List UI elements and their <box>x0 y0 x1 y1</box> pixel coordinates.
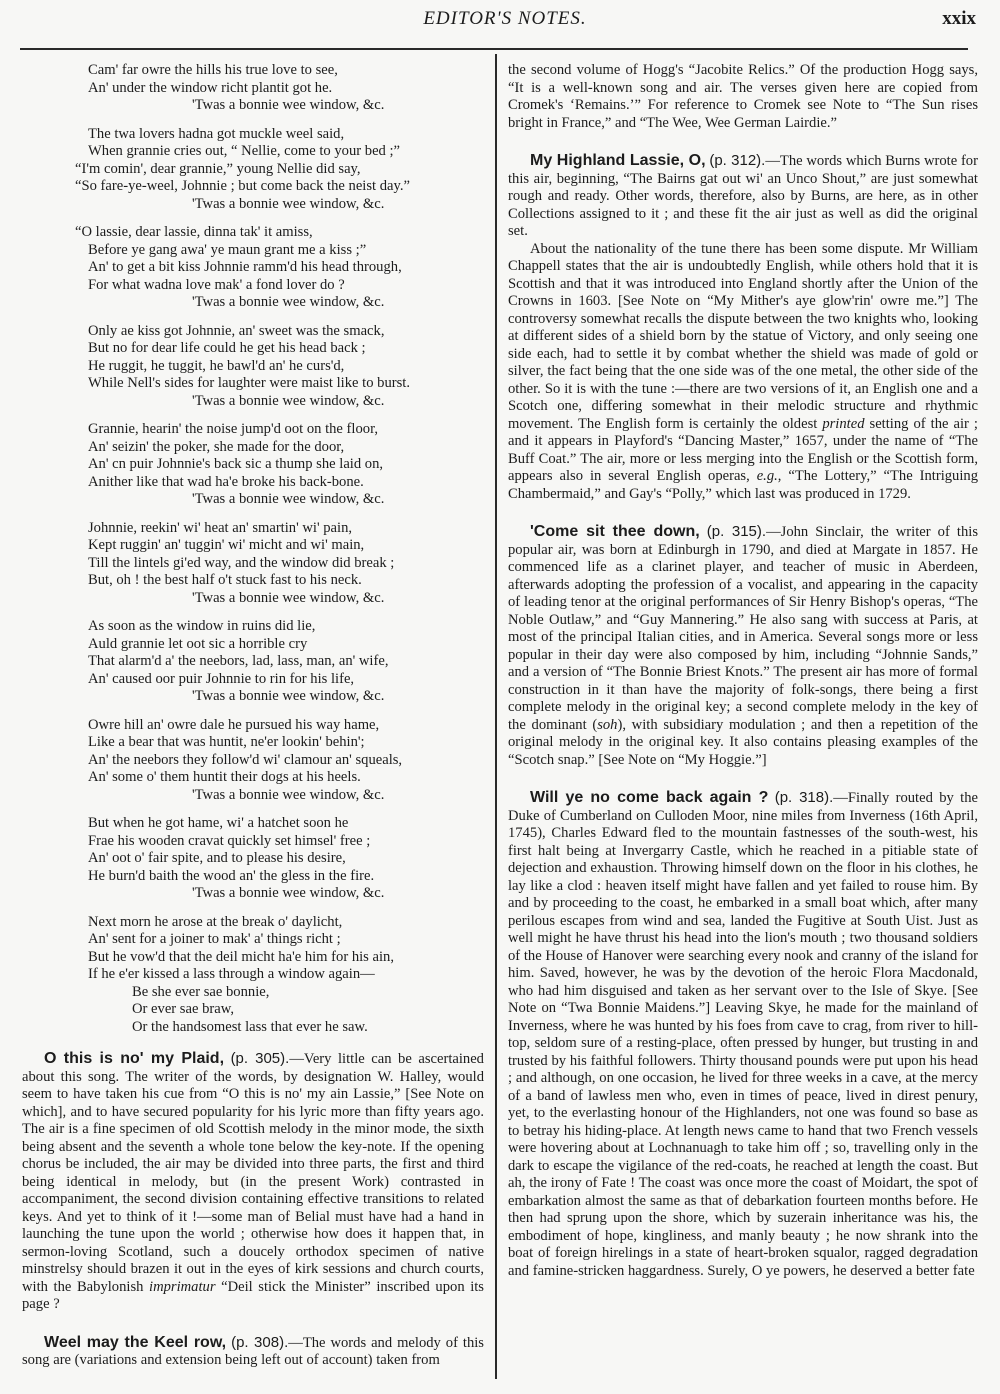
poem-refrain: 'Twas a bonnie wee window, &c. <box>192 97 385 113</box>
poem-refrain: 'Twas a bonnie wee window, &c. <box>192 294 385 310</box>
poem-line: Anither like that wad ha'e broke his back-bone. <box>88 473 364 490</box>
page-ref: (p. 308). <box>231 1333 289 1351</box>
poem-line: Only ae kiss got Johnnie, an' sweet was the smack, <box>88 322 385 339</box>
note-body: —Finally routed by the Duke of Cumberland on Culloden Moor, nine miles from Inverness (16th April, 1745), Charles Edward fled to the mountain fastnesses of the south-west, his first halt being at Invergarry Castle, which he reached in a pitiable state of dejection and exhaustion. Throwing himself down on the floor in his clothes, he lay like a clod : heaven itself might have fallen and yet failed to rouse him. By and by proceeding to the coast, he embarked in a small boat which, after many perilous escapes from wind and sea, landed the Fugitive at South Uist. Just as well might he have thrust his head into the lion's mouth ; two thousand soldiers of the House of Hanover were searching every nook and cranny of the island for him. Saved, however, he was by the devotion of the heroic Flora Macdonald, who had him disguised and taken as her servant over to the Isle of Skye. [See Note on “Twa Bonnie Maidens.”] Leaving Skye, he made for the mainland of Inverness, where he was hunted by his foes from cave to crag, from river to hill-top, seldom sure of a resting-place, often pressed by hunger, but trusting in and trusted by his faithful followers. Thirty thousand pounds were put upon his head ; and although, on one occasion, he lived for three weeks in a cave, at the mercy of a band of lawless men who, even in times of peace, lived in direst penury, yet, to the everlasting honour of the Highlanders, not one was found so base as to betray his hiding-place. At length news came to hand that two French vessels were hovering about at Lochnanuagh to take him off ; so, travelling only in the dark to escape the vigilance of the red-coats, he reached at length the coast. But ah, the irony of Fate ! The coast was once more the coast of Moidart, the spot of embarkation almost the same as that of debarkation fourteen months before. He then had sprung upon the shore, which by suzerain inheritance was his, the embodiment of hope, kingliness, and manly beauty ; he now shrank into the boat of foreign hirelings in a state of heart-broken squalor, ragged degradation and famine-stricken haggardness. Surely, O ye powers, he deserved a better fate <box>508 790 978 1279</box>
poem-refrain: 'Twas a bonnie wee window, &c. <box>192 885 385 901</box>
note-body: the second volume of Hogg's “Jacobite Relics.” Of the production Hogg says, “It is a well-known song and air. The verses given here are copied from Cromek's ‘Remains.’” For reference to Cromek see Note to “The Sun rises bright in France,” and “The Wee, Wee German Lairdie.” <box>508 62 978 131</box>
note-will-ye <box>508 789 978 1280</box>
poem-refrain: 'Twas a bonnie wee window, &c. <box>192 491 385 507</box>
poem-stanza <box>22 815 484 903</box>
poem-refrain: 'Twas a bonnie wee window, &c. <box>192 786 385 803</box>
poem-line: For what wadna love mak' a fond lover do ? <box>88 276 345 293</box>
poem-line: An' seizin' the poker, she made for the door, <box>88 438 345 455</box>
poem-line: Owre hill an' owre dale he pursued his way hame, <box>88 716 380 733</box>
poem-line: An' sent for a joiner to mak' a' things richt ; <box>88 931 341 947</box>
note-body: —Very little can be ascertained about this song. The writer of the words, by designation W. Halley, would seem to have taken his cue from “O this is no' my ain Lassie,” [See Note on which], and to have secured popularity for his lyric more than fifty years ago. The air is a fine specimen of old Scottish melody in the minor mode, the sixth being absent and the seventh a whole tone below the key-note. If the opening chorus be included, the air may be divided into three parts, the first and third being identical in melody, but (in the present Work) contrasted in accompaniment, the second division containing effective transitions to related keys. And yet to think of it !—some man of Belial must have had a hand in launching the tune upon the world ; otherwise how does it happen that, in sermon-loving Scotland, such a doucely orthodox specimen of native minstrelsy should brazen it out in the eyes of kirk sessions and church courts, with the Babylonish <box>22 1051 484 1295</box>
note-heading: Weel may the Keel row, <box>44 1333 227 1351</box>
poem-line: Cam' far owre the hills his true love to see, <box>88 62 338 78</box>
poem-line: But when he got hame, wi' a hatchet soon he <box>88 815 349 831</box>
poem-line: “O lassie, dear lassie, dinna tak' it amiss, <box>75 224 313 240</box>
note-body: “Deil stick the Minister” inscribed upon its page ? <box>22 1278 484 1312</box>
poem-stanza <box>22 224 484 312</box>
note-come-sit <box>508 523 978 769</box>
poem-line: An' cn puir Johnnie's back sic a thump she laid on, <box>88 456 384 472</box>
poem-line: Be she ever sae bonnie, <box>132 983 270 1000</box>
poem-line: An' some o' them huntit their dogs at his heels. <box>88 769 361 785</box>
note-body: About the nationality of the tune there has been some dispute. Mr William Chappell states that the air is undoubtedly English, while others hold that it is Scottish and that it was introduced into England shortly after the Union of the Crowns in 1603. [See Note on “My Mither's aye glow'rin' owre me.”] The controversy somewhat recalls the dispute between the two knights who, looking at different sides of a shield born by the statue of Victory, and only seeing one side each, had to settle it by combat whether the shield was made of gold or silver, the fact being that the one side was of the one metal, the other side of the other. So it is with the tune :—there are two versions of it, an English one and a Scotch one, differing somewhat in their melodic structure and rhythmic movement. The English form is certainly the oldest <box>508 240 978 432</box>
note-body: —The words and melody of this song are (variations and extension being left out of account) taken from <box>22 1334 484 1368</box>
poem-line: An' to get a bit kiss Johnnie ramm'd his head through, <box>88 259 402 275</box>
poem-line: Grannie, hearin' the noise jump'd oot on the floor, <box>88 421 378 437</box>
poem-stanza <box>22 323 484 411</box>
poem-line: Like a bear that was huntit, ne'er lookin' behin'; <box>88 734 365 750</box>
poem-line: Auld grannie let oot sic a horrible cry <box>88 635 308 652</box>
poem-line: Or the handsomest lass that ever he saw. <box>132 1018 368 1035</box>
poem-line: Johnnie, reekin' wi' heat an' smartin' wi' pain, <box>88 519 353 536</box>
note-come-sit-text <box>508 523 978 769</box>
poem-line: He ruggit, he tuggit, he bawl'd an' he curs'd, <box>88 357 345 374</box>
note-italic: imprimatur <box>149 1278 216 1295</box>
note-italic: printed <box>822 415 865 432</box>
poem-line: Frae his wooden cravat quickly set himsel' free ; <box>88 832 371 849</box>
poem-line: But no for dear life could he get his head back ; <box>88 340 366 356</box>
poem-refrain: 'Twas a bonnie wee window, &c. <box>192 195 385 212</box>
note-keel <box>22 1334 484 1370</box>
poem-line: “I'm comin', dear grannie,” young Nellie did say, <box>75 160 361 177</box>
note-plaid <box>22 1050 484 1314</box>
poem-line: Till the lintels gi'ed way, and the window did break ; <box>88 554 395 571</box>
note-heading: Will ye no come back again ? <box>530 789 769 806</box>
poem-line: Before ye gang awa' ye maun grant me a kiss ;” <box>88 241 367 258</box>
poem-line: The twa lovers hadna got muckle weel said, <box>88 125 345 142</box>
poem-line: But, oh ! the best half o't stuck fast to his neck. <box>88 572 362 588</box>
note-keel-continued <box>508 62 978 132</box>
poem-stanza <box>22 520 484 608</box>
poem-line: If he e'er kissed a lass through a window again— <box>88 966 375 982</box>
note-body: setting of the air ; and it appears in Playford's “Dancing Master,” 1657, under the name of “The Buff Coat.” The air, more or less merging into the English or the Scottish form, appears also in several English operas, <box>508 415 978 484</box>
page-ref: (p. 312). <box>709 152 766 169</box>
poem <box>22 62 484 1036</box>
page-ref: (p. 305). <box>230 1050 290 1067</box>
note-highland-text <box>508 152 978 241</box>
poem-stanza <box>22 618 484 706</box>
poem-line: An' under the window richt plantit got he. <box>88 79 333 96</box>
poem-line: But he vow'd that the deil micht ha'e him for his ain, <box>88 948 394 965</box>
poem-stanza <box>22 717 484 805</box>
poem-line: While Nell's sides for laughter were maist like to burst. <box>88 375 410 391</box>
page-ref: (p. 315). <box>706 523 767 540</box>
note-italic: e.g. <box>756 468 778 484</box>
poem-line: “So fare-ye-weel, Johnnie ; but come back the neist day.” <box>75 178 410 194</box>
note-body: , “The Lottery,” “The Intriguing Chambermaid,” and Gay's “Polly,” which last was produced in 1729. <box>508 468 979 502</box>
note-will-ye-text <box>508 789 978 1280</box>
header-rule <box>20 48 968 50</box>
right-column <box>508 62 978 1300</box>
note-body: —The words which Burns wrote for this air, beginning, “The Bairns gat out wi' an Unco Shout,” are just somewhat rough and ready. Other words, therefore, also by Burns, are here, as in other Collections assigned to it ; and these fit the air just as well as did the original set. <box>508 153 978 239</box>
poem-line: An' caused oor puir Johnnie to rin for his life, <box>88 670 355 687</box>
poem-line: Kept ruggin' an' tuggin' wi' micht and wi' main, <box>88 537 365 553</box>
poem-line: That alarm'd a' the neebors, lad, lass, man, an' wife, <box>88 653 389 669</box>
note-heading: My Highland Lassie, O, <box>530 152 706 169</box>
note-heading: O this is no' my Plaid, <box>44 1050 225 1067</box>
note-highland <box>508 152 978 503</box>
poem-refrain: 'Twas a bonnie wee window, &c. <box>192 589 385 606</box>
note-body: —John Sinclair, the writer of this popular air, was born at Edinburgh in 1790, and died at Margate in 1857. He commenced life as a clarinet player, and teacher of music in Aberdeen, afterwards adopting the profession of a vocalist, and appearing in the capacity of leading tenor at the original performances of Sir Henry Bishop's operas, “The Noble Outlaw,” and “Guy Mannering.” He also sang with success at Paris, at most of the principal Italian cities, and in America. Several songs more or less popular in their day were also composed by him, including “Johnnie Sands,” and a version of “The Bonnie Briest Knots.” The present air has more of formal construction in it than have the majority of folk-songs, there being a first complete melody in the original key; a second complete melody in the key of the dominant ( <box>508 524 978 733</box>
note-keel-text <box>22 1334 484 1370</box>
note-italic: soh <box>597 716 618 733</box>
poem-line: An' the neebors they follow'd wi' clamour an' squeals, <box>88 751 403 768</box>
page-ref: (p. 318). <box>774 789 834 806</box>
poem-refrain: 'Twas a bonnie wee window, &c. <box>192 392 385 409</box>
note-highland-para2 <box>508 241 978 504</box>
poem-line: When grannie cries out, “ Nellie, come to your bed ;” <box>88 143 401 159</box>
running-title: EDITOR'S NOTES. <box>423 8 587 29</box>
poem-line: As soon as the window in ruins did lie, <box>88 618 316 634</box>
poem-refrain: 'Twas a bonnie wee window, &c. <box>192 688 385 704</box>
poem-line: Next morn he arose at the break o' daylicht, <box>88 913 343 930</box>
poem-stanza <box>22 914 484 1037</box>
note-plaid-text <box>22 1050 484 1314</box>
poem-line: An' oot o' fair spite, and to please his desire, <box>88 850 346 866</box>
note-heading: 'Come sit thee down, <box>530 523 700 540</box>
page-header <box>32 0 978 42</box>
poem-stanza <box>22 126 484 214</box>
poem-line: Or ever sae braw, <box>132 1001 234 1017</box>
note-body: ), with subsidiary modulation ; and then a repetition of the original melody in the original key. It also contains pleasing examples of the “Scotch snap.” [See Note on “My Hoggie.”] <box>508 716 978 768</box>
poem-stanza <box>22 421 484 509</box>
page-number: xxix <box>942 8 976 29</box>
left-column <box>22 62 484 1390</box>
poem-stanza <box>22 62 484 115</box>
column-divider <box>495 54 497 1379</box>
poem-line: He burn'd baith the wood an' the gless in the fire. <box>88 867 375 884</box>
